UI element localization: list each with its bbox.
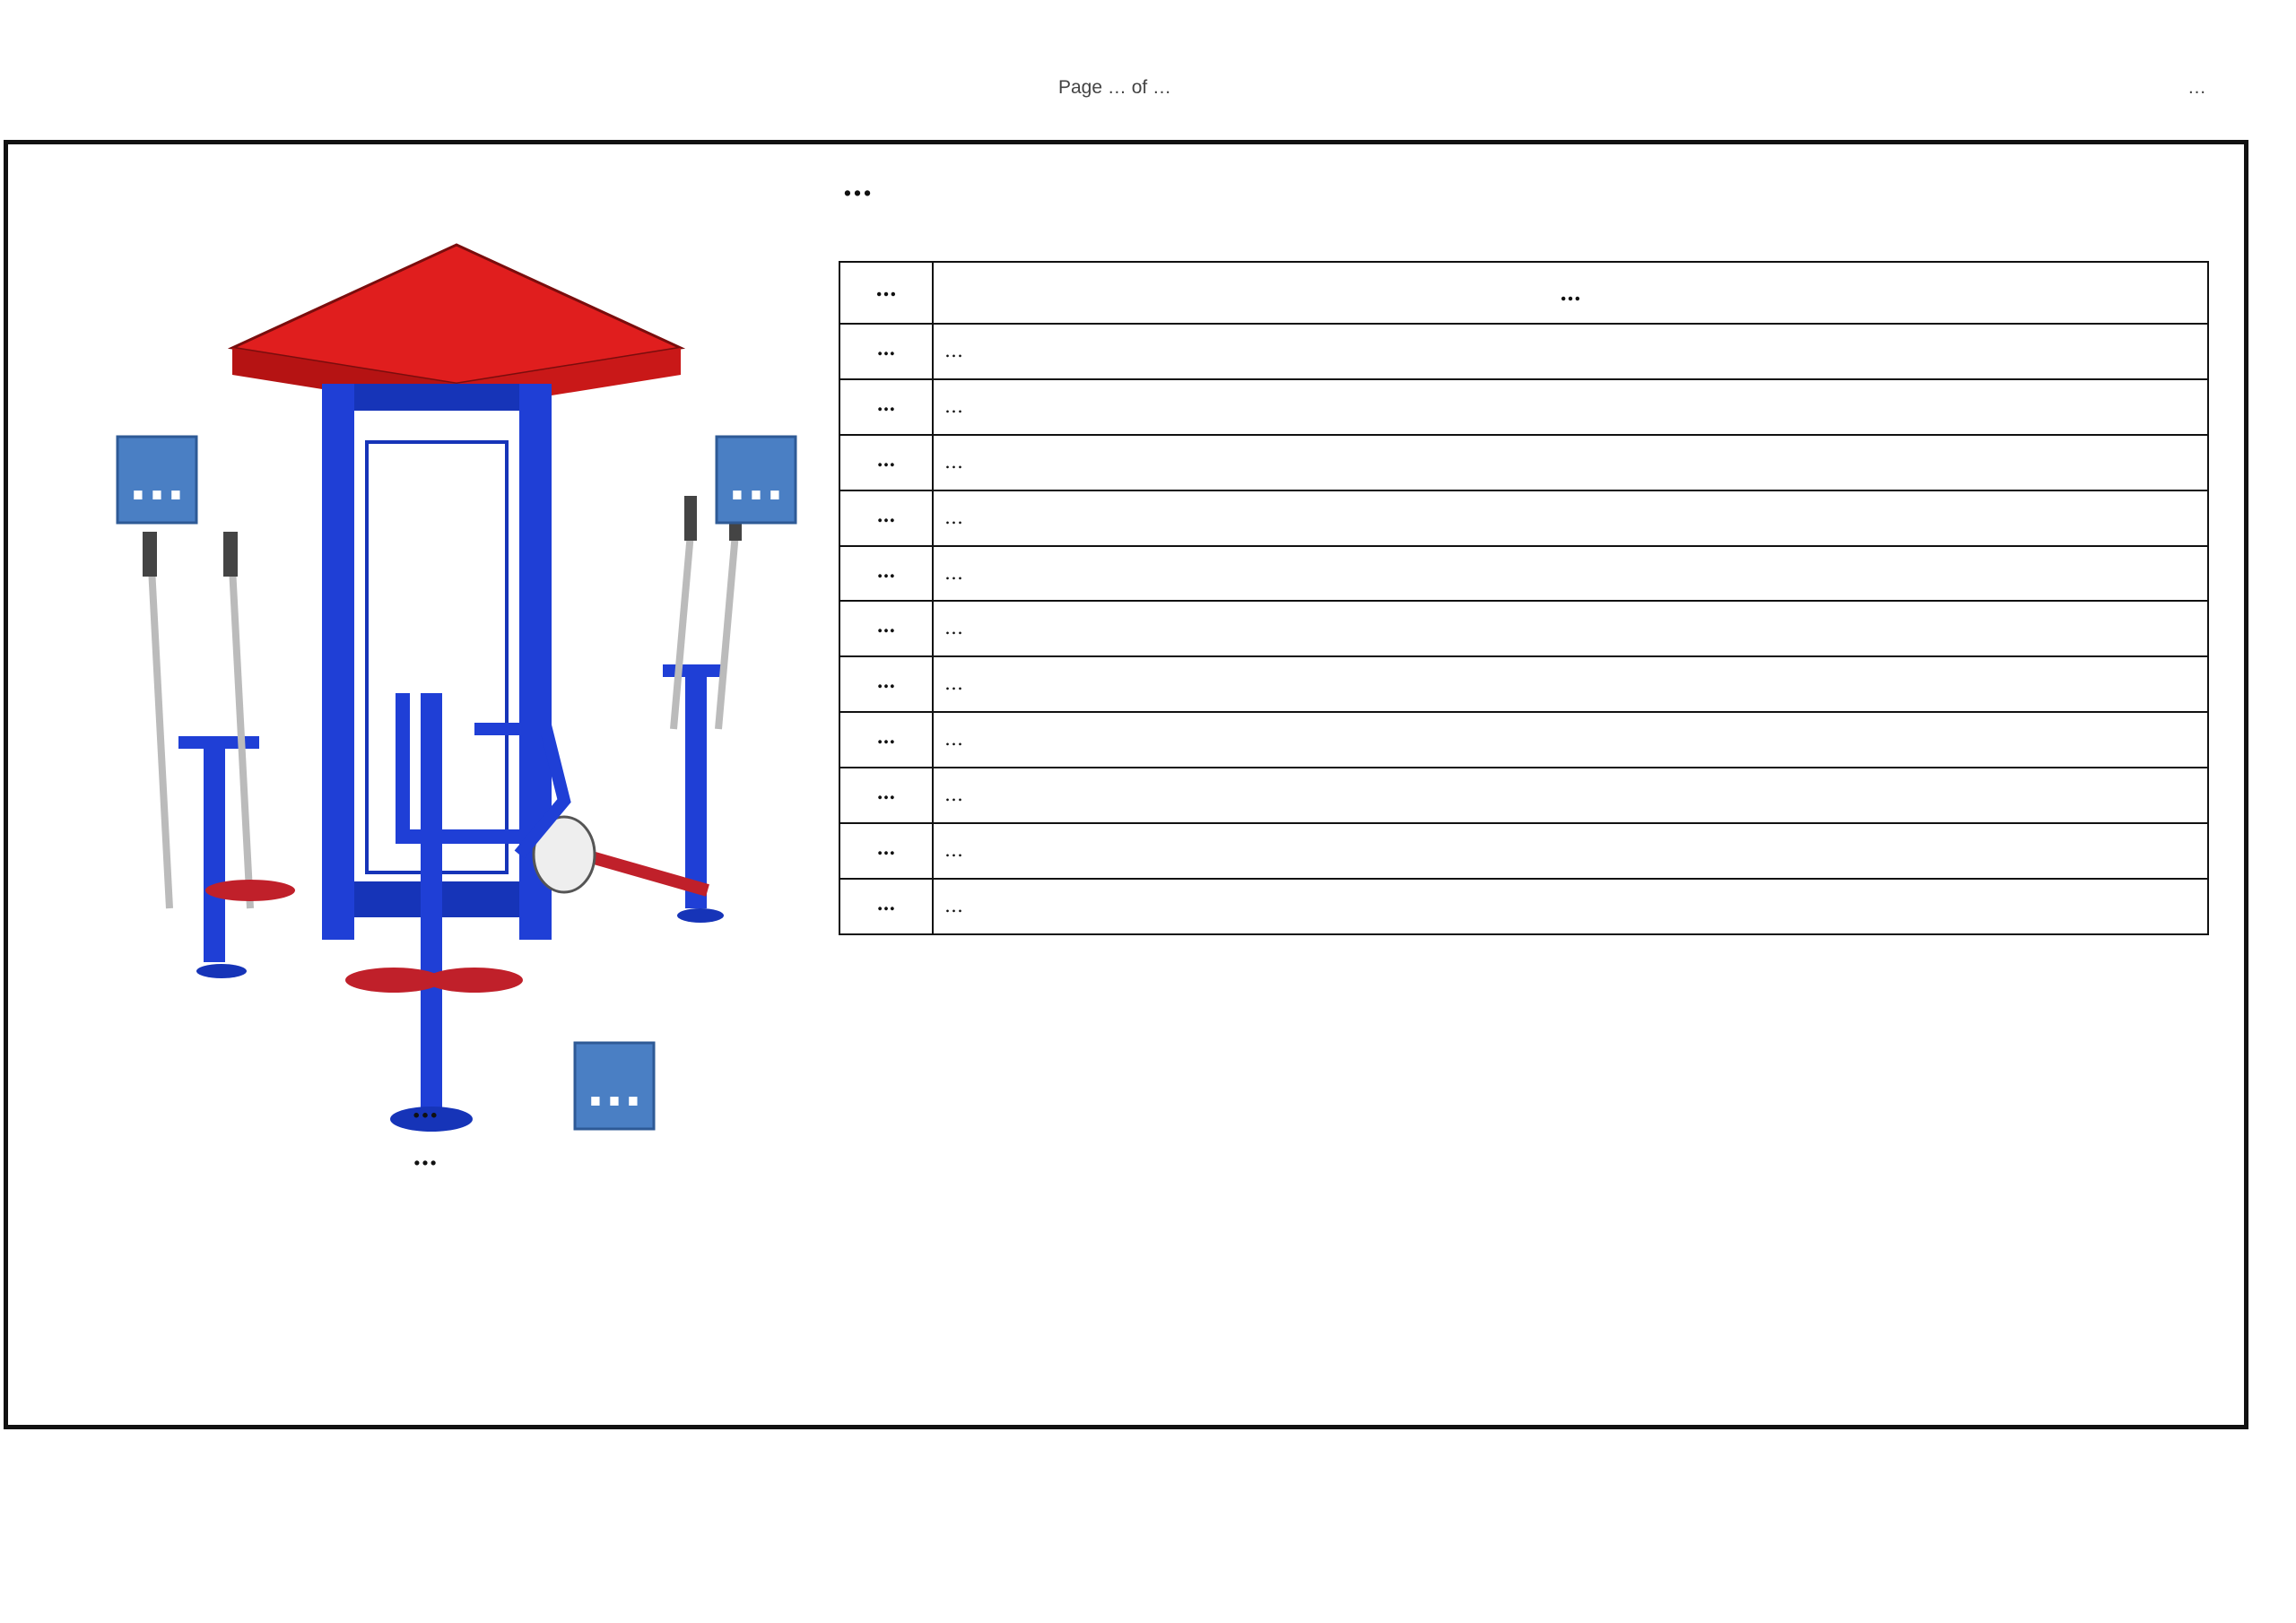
row-number: … [839,823,933,879]
row-number: … [839,546,933,602]
station-badge-1-label: … [127,446,187,512]
product-code-caption: … [413,1141,438,1171]
row-detail: … [933,712,2208,768]
station-left [143,532,295,978]
row-detail: … [933,823,2208,879]
table-row [839,490,2208,546]
table-row [839,879,2208,934]
table-row [839,601,2208,656]
table-row [839,823,2208,879]
column-header-number: … [839,262,933,324]
row-detail: … [933,601,2208,656]
table-row [839,656,2208,712]
row-number: … [839,379,933,435]
station-badge-1 [117,437,196,523]
table-row [839,768,2208,823]
row-number: … [839,435,933,490]
table-row [839,435,2208,490]
content-frame [4,140,2248,1429]
page-header [0,77,2296,113]
column-header-detail: … [933,262,2208,324]
station-badge-2 [717,437,796,523]
row-number: … [839,879,933,934]
row-detail: … [933,324,2208,379]
illustration-caption: … [412,1093,439,1124]
row-detail: … [933,656,2208,712]
row-detail: … [933,379,2208,435]
sheet-title: … [842,168,873,204]
row-number: … [839,324,933,379]
table-row [839,324,2208,379]
row-number: … [839,656,933,712]
table-row [839,546,2208,602]
row-detail: … [933,490,2208,546]
station-badge-3-label: … [585,1052,644,1118]
row-number: … [839,601,933,656]
row-detail: … [933,546,2208,602]
equipment-illustration [98,227,815,1177]
row-number: … [839,768,933,823]
station-right [534,496,742,923]
row-detail: … [933,435,2208,490]
table-row [839,379,2208,435]
row-number: … [839,490,933,546]
specification-table [839,261,2209,935]
row-detail: … [933,879,2208,934]
row-number: … [839,712,933,768]
row-detail: … [933,768,2208,823]
document-code: … [2187,77,2206,98]
table-header-row [839,262,2208,324]
station-badge-2-label: … [726,446,786,512]
table-row [839,712,2208,768]
page-number: Page … of … [1058,77,1172,98]
